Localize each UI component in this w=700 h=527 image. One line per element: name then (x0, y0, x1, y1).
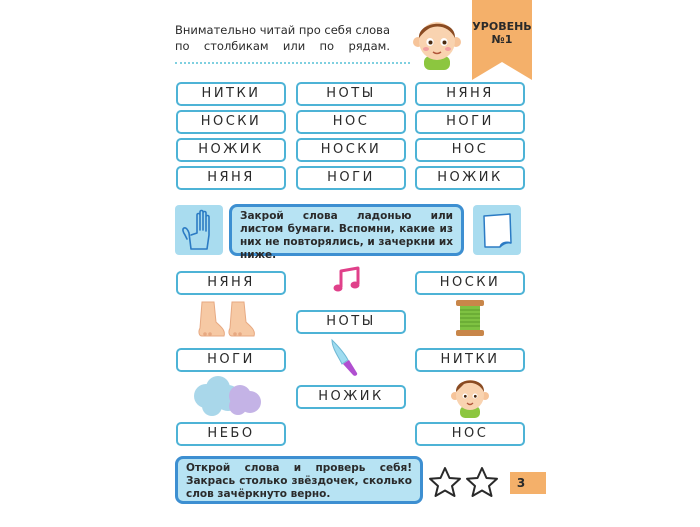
page-number: 3 (516, 476, 526, 490)
instruction-text: Внимательно читай про себя слова по столбикам или по рядам. (175, 23, 390, 53)
grid-word: НОЖИК (415, 166, 525, 190)
grid-word: НОГИ (296, 166, 406, 190)
grid-word: НОТЫ (296, 82, 406, 106)
answer-word[interactable]: НИТКИ (415, 348, 525, 372)
grid-word: НИТКИ (176, 82, 286, 106)
answer-word[interactable]: НЯНЯ (176, 271, 286, 295)
memo-instruction: Закрой слова ладонью или листом бумаги. Вспомни, какие из них не повторялись, и зачеркни их ниже. (229, 204, 464, 256)
grid-word: НОЖИК (176, 138, 286, 162)
hand-box (175, 205, 223, 255)
hand-icon (175, 205, 223, 255)
grid-word: НОСКИ (176, 110, 286, 134)
cloud-icon (192, 374, 264, 416)
level-number: №1 (491, 33, 513, 46)
thread-spool-icon (452, 298, 488, 338)
grid-word: НОС (415, 138, 525, 162)
dotted-divider (175, 62, 410, 64)
boy-face-icon (412, 14, 462, 70)
answer-word[interactable]: НОЖИК (296, 385, 406, 409)
grid-word: НОГИ (415, 110, 525, 134)
feet-icon (196, 298, 262, 340)
boy-face-icon (450, 374, 490, 418)
answer-word[interactable]: НОТЫ (296, 310, 406, 334)
paper-sheet-icon (473, 205, 521, 255)
star-icon[interactable] (428, 466, 462, 498)
grid-word: НЯНЯ (415, 82, 525, 106)
answer-word[interactable]: НОСКИ (415, 271, 525, 295)
grid-word: НОС (296, 110, 406, 134)
answer-word[interactable]: НОС (415, 422, 525, 446)
knife-icon (326, 338, 360, 378)
star-icon[interactable] (465, 466, 499, 498)
check-instruction: Открой слова и проверь себя! Закрась столько звёздочек, сколько слов зачёркнуто верно. (175, 456, 423, 504)
answer-word[interactable]: НОГИ (176, 348, 286, 372)
answer-word[interactable]: НЕБО (176, 422, 286, 446)
paper-box (473, 205, 521, 255)
music-note-icon (332, 265, 362, 295)
grid-word: НЯНЯ (176, 166, 286, 190)
grid-word: НОСКИ (296, 138, 406, 162)
level-badge (472, 20, 532, 46)
level-label: УРОВЕНЬ (472, 20, 532, 33)
